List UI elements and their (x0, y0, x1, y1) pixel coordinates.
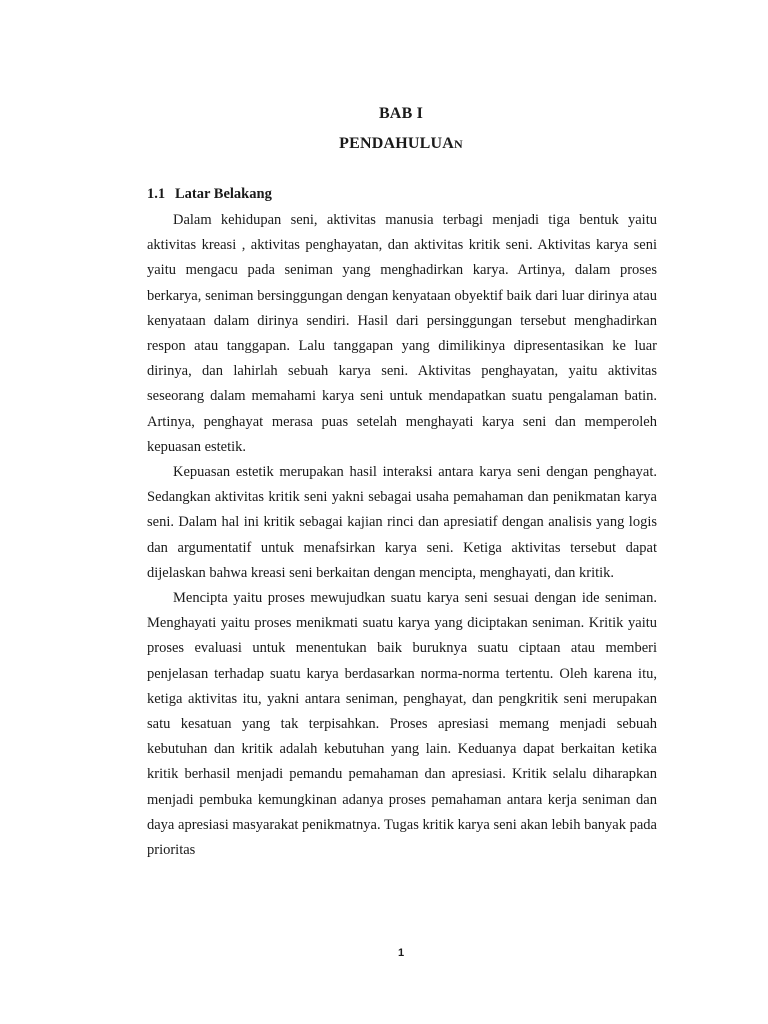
section-title: Latar Belakang (175, 186, 272, 202)
chapter-title-main: PENDAHULUA (339, 135, 454, 152)
paragraph-3: Mencipta yaitu proses mewujudkan suatu karya seni sesuai dengan ide seniman. Menghayati yaitu proses menikmati suatu karya yang diciptakan seniman. Kritik yaitu proses evaluasi untuk menentukan baik buruknya suatu ciptaan atau memberi penjelasan terhadap suatu karya berdasarkan norma-norma tertentu. Oleh karena itu, ketiga aktivitas itu, yakni antara seniman, penghayat, dan pengkritik seni merupakan satu kesatuan yang tak terpisahkan. Proses apresiasi memang menjadi sebuah kebutuhan dan kritik adalah kebutuhan yang lain. Keduanya dapat berkaitan ketika kritik berhasil menjadi pemandu pemahaman dan apresiasi. Kritik selalu diharapkan menjadi pembuka kemungkinan adanya proses pemahaman antara kerja seniman dan daya apresiasi masyarakat penikmatnya. Tugas kritik karya seni akan lebih banyak pada prioritas (147, 590, 657, 859)
chapter-title (0, 134, 768, 154)
section-number: 1.1 (147, 186, 166, 202)
page-number: 1 (397, 947, 405, 959)
chapter-title-last-letter: N (454, 137, 463, 151)
paragraph-2: Kepuasan estetik merupakan hasil interaksi antara karya seni dengan penghayat. Sedangkan aktivitas kritik seni yakni sebagai usaha pemahaman dan penikmatan karya seni. Dalam hal ini kritik sebagai kajian rinci dan apresiatif dengan analisis yang logis dan argumentatif untuk menafsirkan karya seni. Ketiga aktivitas tersebut dapat dijelaskan bahwa kreasi seni berkaitan dengan mencipta, menghayati, dan kritik. (147, 464, 657, 581)
paragraph-1: Dalam kehidupan seni, aktivitas manusia terbagi menjadi tiga bentuk yaitu aktivitas kreasi , aktivitas penghayatan, dan aktivitas kritik seni. Aktivitas karya seni yaitu mengacu pada seniman yang menghadirkan karya. Artinya, dalam proses berkarya, seniman bersinggungan dengan kenyataan obyektif baik dari luar dirinya atau kenyataan dalam dirinya sendiri. Hasil dari persinggungan tersebut menghadirkan respon atau tanggapan. Lalu tanggapan yang dimilikinya dipresentasikan ke luar dirinya, dan lahirlah sebuah karya seni. Aktivitas penghayatan, yaitu aktivitas seseorang dalam memahami karya seni untuk mendapatkan suatu pengalaman batin. Artinya, penghayat merasa puas setelah menghayati karya seni dan memperoleh kepuasan estetik. (147, 212, 657, 455)
section-heading (147, 184, 272, 204)
chapter-label: BAB I (378, 105, 424, 122)
body-text (147, 208, 657, 863)
